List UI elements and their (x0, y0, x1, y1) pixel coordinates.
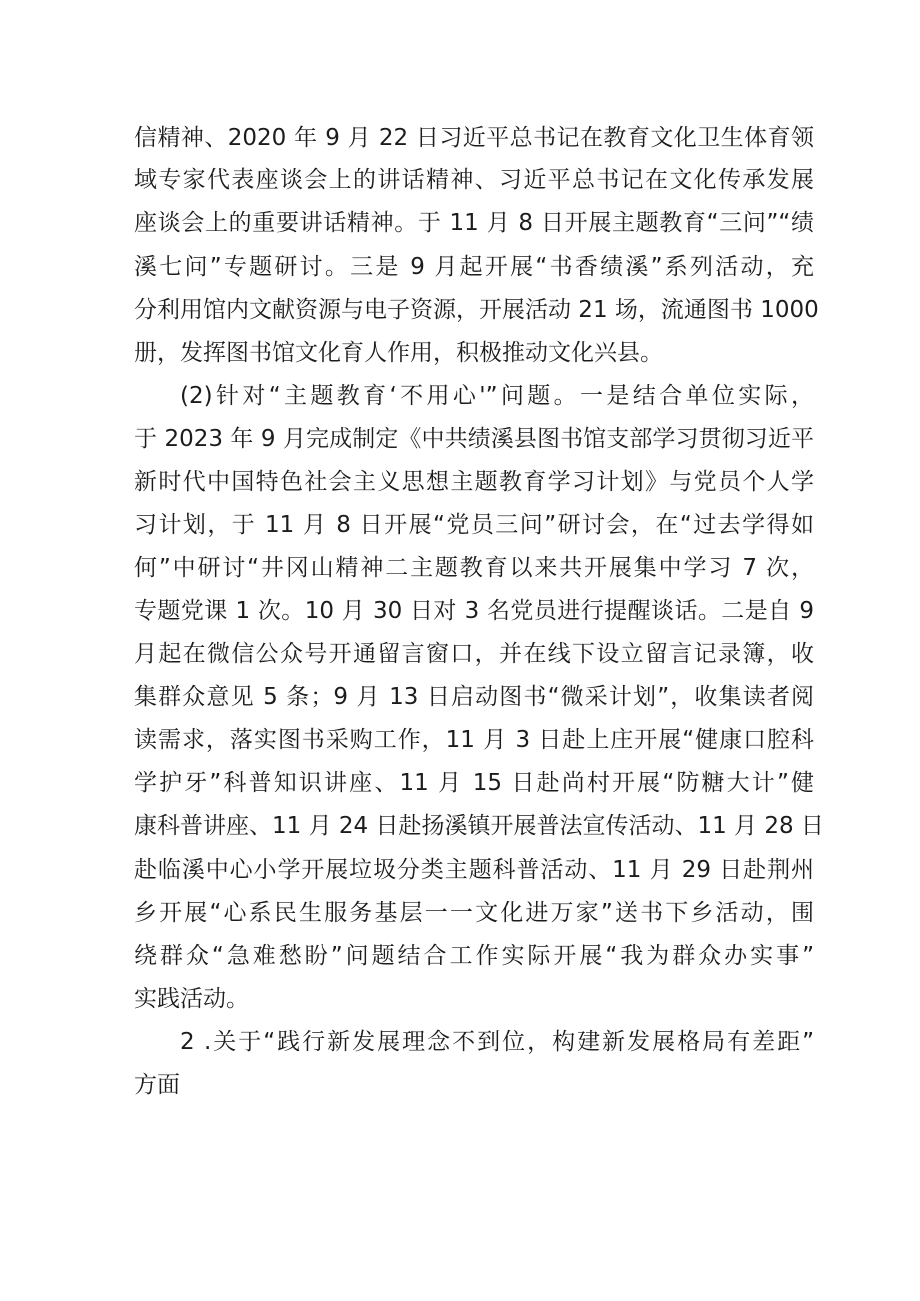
section-heading-line: 方面 (134, 1072, 180, 1098)
paragraph-line: 绕群众“急难愁盼”问题结合工作实际开展“我为群众办实事” (134, 943, 814, 969)
paragraph-line: 溪七问”专题研讨。三是 9 月起开展“书香绩溪”系列活动，充 (134, 254, 814, 280)
paragraph-line: 读需求，落实图书采购工作，11 月 3 日赴上庄开展“健康口腔科 (134, 727, 814, 753)
paragraph-line: 赴临溪中心小学开展垃圾分类主题科普活动、11 月 29 日赴荆州 (134, 857, 814, 883)
paragraph-line: 何”中研讨“井冈山精神二主题教育以来共开展集中学习 7 次， (134, 555, 814, 581)
paragraph-line: 乡开展“心系民生服务基层一一文化进万家”送书下乡活动，围 (134, 900, 814, 926)
paragraph-line: 习计划，于 11 月 8 日开展“党员三问”研讨会，在“过去学得如 (134, 512, 814, 538)
paragraph-line: 学护牙”科普知识讲座、11 月 15 日赴尚村开展“防糖大计”健 (134, 770, 814, 796)
paragraph-line: 康科普讲座、11 月 24 日赴扬溪镇开展普法宣传活动、11 月 28 日 (134, 813, 824, 839)
paragraph-line: 于 2023 年 9 月完成制定《中共绩溪县图书馆支部学习贯彻习近平 (134, 426, 814, 452)
paragraph-line: 册，发挥图书馆文化育人作用，积极推动文化兴县。 (134, 340, 663, 366)
paragraph-line: 座谈会上的重要讲话精神。于 11 月 8 日开展主题教育“三问”“绩 (134, 210, 814, 236)
paragraph-line: 域专家代表座谈会上的讲话精神、习近平总书记在文化传承发展 (134, 167, 814, 193)
paragraph-line: 集群众意见 5 条；9 月 13 日启动图书“微采计划”，收集读者阅 (134, 684, 814, 710)
paragraph-line: 月起在微信公众号开通留言窗口，并在线下设立留言记录簿，收 (134, 641, 814, 667)
paragraph-line: 新时代中国特色社会主义思想主题教育学习计划》与党员个人学 (134, 469, 814, 495)
paragraph-line: 专题党课 1 次。10 月 30 日对 3 名党员进行提醒谈话。二是自 9 (134, 598, 814, 624)
paragraph-line: 信精神、2020 年 9 月 22 日习近平总书记在教育文化卫生体育领 (134, 125, 814, 151)
paragraph-line: 分利用馆内文献资源与电子资源，开展活动 21 场，流通图书 1000 (134, 297, 819, 323)
section-heading-line: 2 .关于“践行新发展理念不到位，构建新发展格局有差距” (180, 1029, 814, 1055)
paragraph-line: 实践活动。 (134, 986, 249, 1012)
paragraph-line: (2)针对“主题教育‘不用心'”问题。一是结合单位实际， (180, 383, 814, 409)
